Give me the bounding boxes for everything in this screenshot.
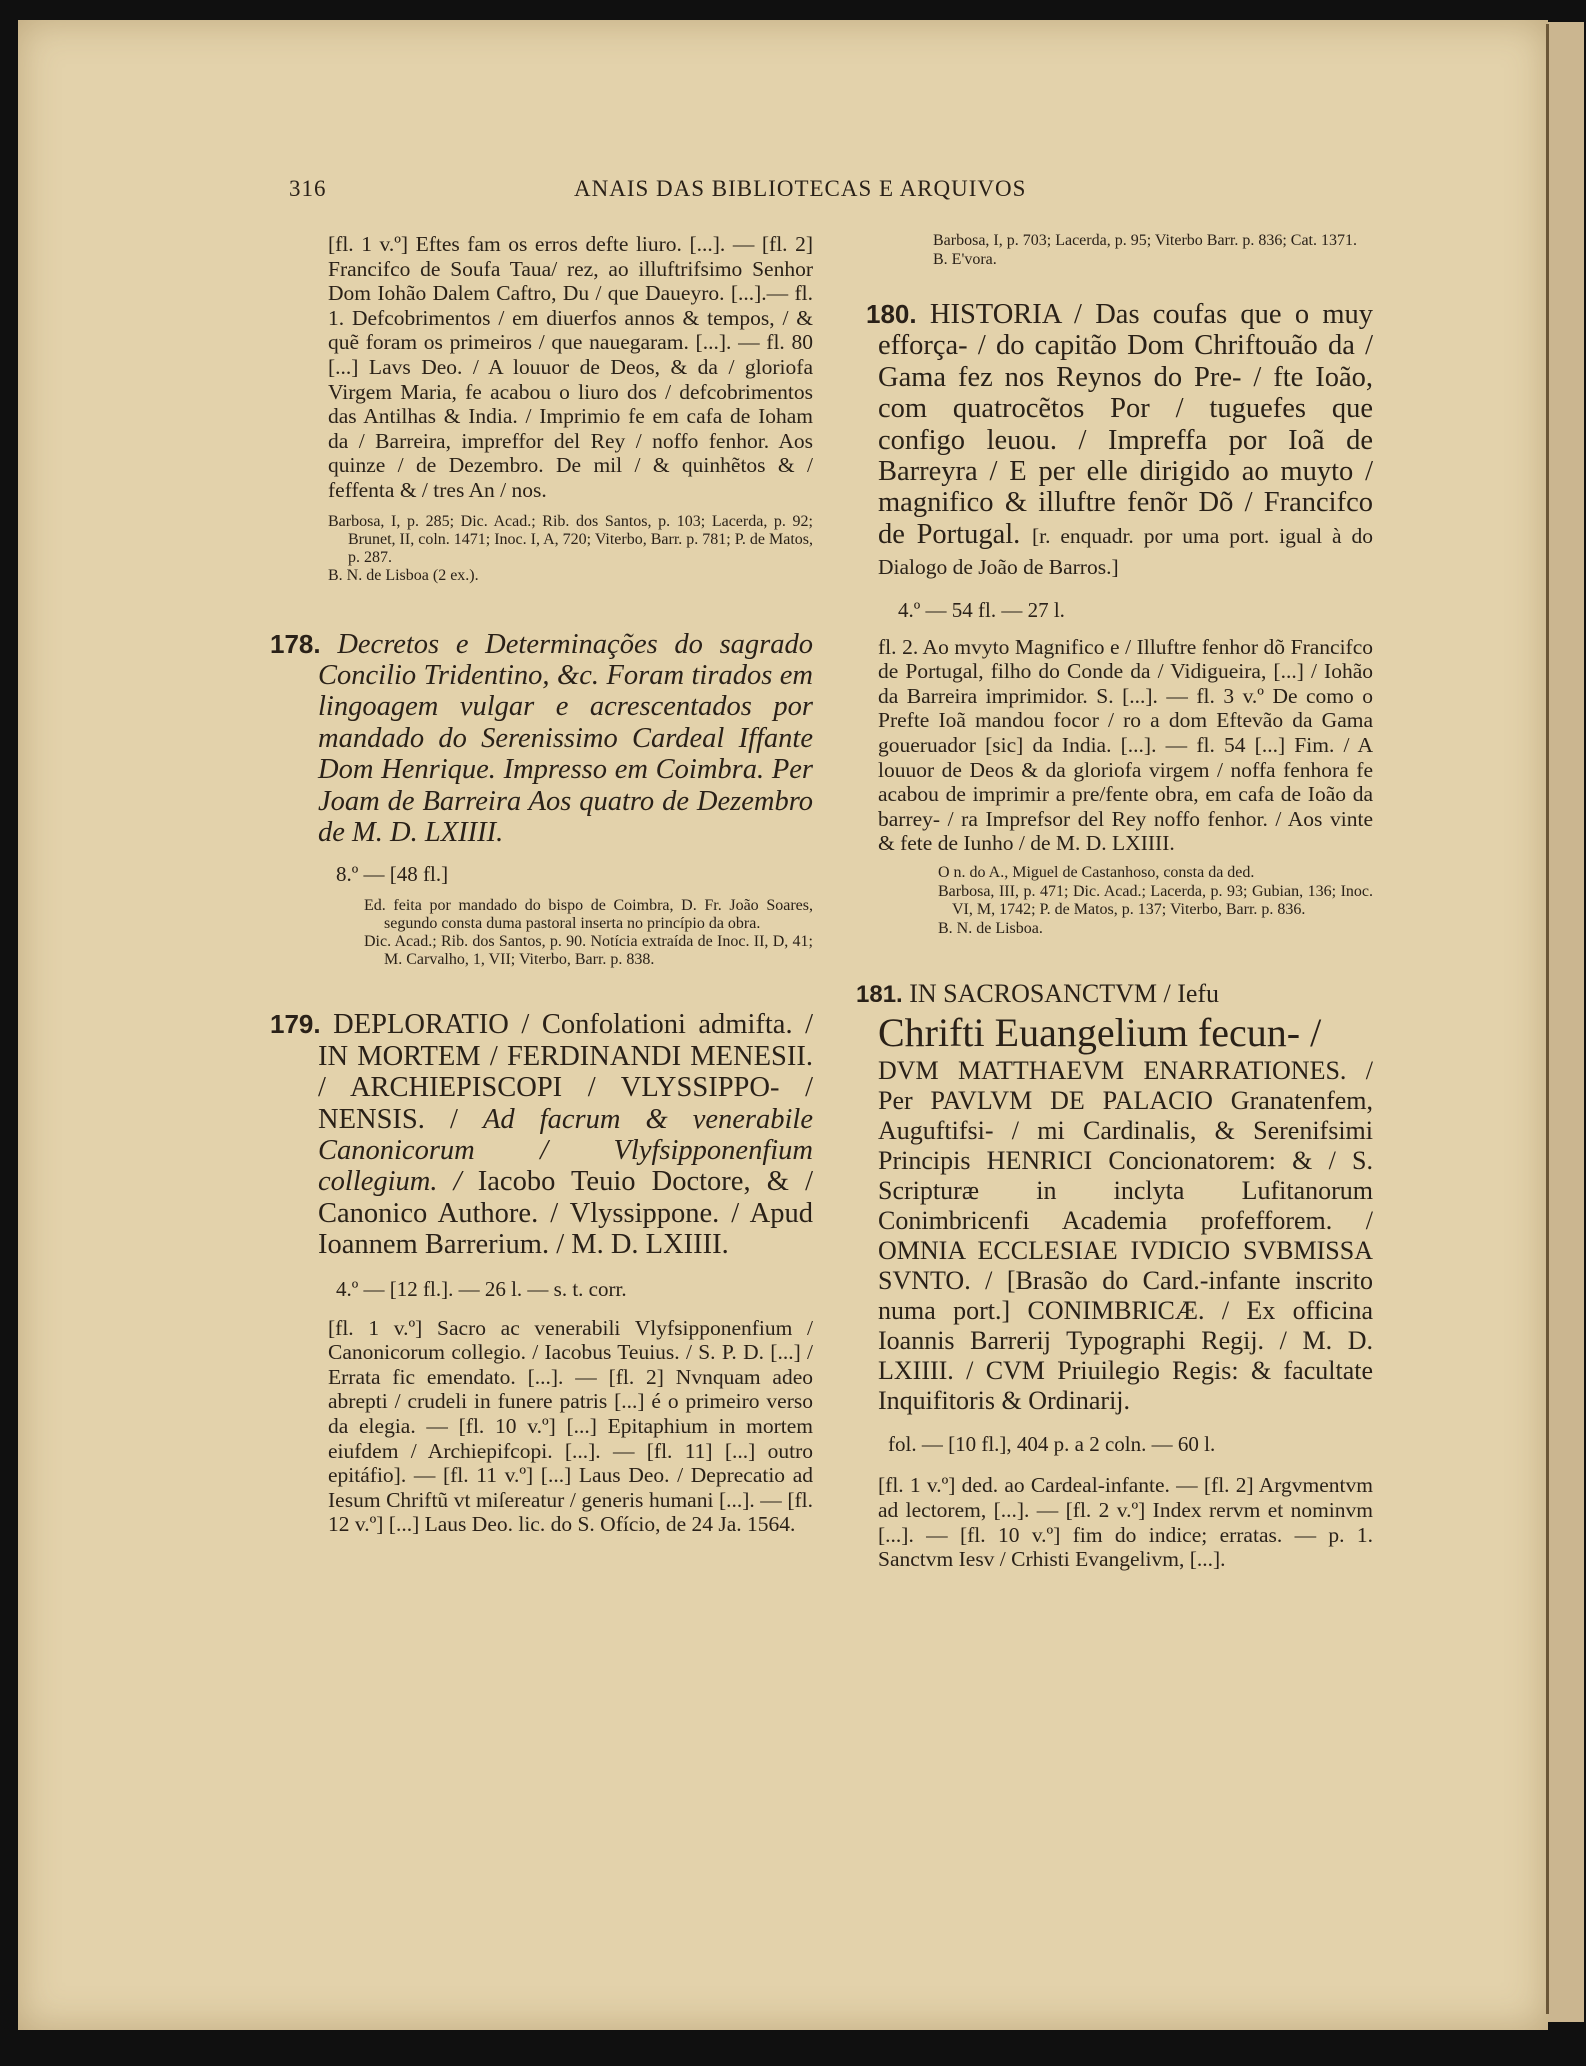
entry-179-description: [fl. 1 v.º] Sacro ac venerabili Vlyfsipponenfium / Canonicorum collegio. / Iacobus Teuius. / S. P. D. [...] / Errata fic emendato. [...]. — [fl. 2] Nvnquam adeo abrepti / crudeli in funere patris [...] é o primeiro verso da elegia. — [fl. 10 v.º] [...] Epitaphium in mortem eiufdem / Archiepifcopi. [...]. — [fl. 11] [...] outro epitáfio]. — [fl. 11 v.º] [...] Laus Deo. / Deprecatio ad Iesum Chriftũ vt miſereatur / generis humani [...]. — [fl. 12 v.º] [...] Laus Deo. lic. do S. Ofício, de 24 Ja. 1564.: [328, 1315, 813, 1537]
entry-180-references: Barbosa, III, p. 471; Dic. Acad.; Lacerda, p. 93; Gubian, 136; Inoc. VI, M, 1742; P. de Matos, p. 137; Viterbo, Barr. p. 836.: [938, 882, 1373, 918]
page-number: 316: [289, 176, 327, 201]
entry-180-title: HISTORIA / Das coufas que o muy efforça- / do capitão Dom Chriftouão da / Gama fez nos Reynos do Pre- / fte Ioão, com quatrocẽtos Por / tuguefes que configo leuou. / Impreffa por Ioã de Barreyra / E per elle dirigido ao muyto / magnifico & illuftre fenõr Dõ / Francifco de Portugal.: [878, 299, 1373, 550]
entry-180-location: B. N. de Lisboa.: [938, 919, 1043, 937]
entry-178-number: 178.: [270, 628, 321, 659]
running-header: [289, 176, 1089, 206]
entry-181-description: [fl. 1 v.º] ded. ao Cardeal-infante. — [fl. 2] Argvmentvm ad lectorem, [...]. — [fl. 2 v.º] Index rervm et nominvm [...]. — [fl. 10 v.º] fim do indice; erratas. — p. 1. Sanctvm Iesv / Crhisti Evangelivm, [...].: [878, 1473, 1373, 1572]
entry-181-line1: [856, 978, 1373, 1010]
entry-181-title: DVM MATTHAEVM ENARRATIONES. / Per PAVLVM DE PALACIO Granatenfem, Auguftifsi- / mi Cardinalis, & Serenifsimi Principis HENRICI Concionatorem: & / S. Scripturæ in inclyta Lufitanorum Conimbricenfi Academia profefforem. / OMNIA ECCLESIAE IVDICIO SVBMISSA SVNTO. / [Brasão do Card.-infante inscrito numa port.] CONIMBRICÆ. / Ex officina Ioannis Barrerij Typographi Regij. / M. D. LXIIII. / CVM Priuilegio Regis: & facultate Inquifitoris & Ordinarij.: [878, 1056, 1373, 1416]
entry-177-references: Barbosa, I, p. 285; Dic. Acad.; Rib. dos Santos, p. 103; Lacerda, p. 92; Brunet, II, coln. 1471; Inoc. I, A, 720; Viterbo, Barr. p. 781; P. de Matos, p. 287.: [328, 512, 813, 566]
entry-181-line2: Chrifti Euangelium fecun- /: [878, 1010, 1322, 1056]
page-edge: [1548, 22, 1584, 2022]
entry-180-number: 180.: [866, 299, 917, 329]
entry-178-references: Dic. Acad.; Rib. dos Santos, p. 90. Notícia extraída de Inoc. II, D, 41; M. Carvalho, 1, VII; Viterbo, Barr. p. 838.: [364, 933, 813, 969]
running-title: ANAIS DAS BIBLIOTECAS E ARQUIVOS: [574, 176, 1027, 201]
entry-177-location: B. N. de Lisboa (2 ex.).: [328, 566, 479, 584]
entry-178-title: Decretos e Determinações do sagrado Concilio Tridentino, &c. Foram tirados em lingoagem vulgar e acrescentados por mandado do Serenissimo Cardeal Iffante Dom Henrique. Impresso em Coimbra. Per Joam de Barreira Aos quatro de Dezembro de M. D. LXIIII.: [318, 628, 814, 848]
entry-179-title-b: Ad facrum & venerabile Canonicorum / Vlyfsipponenfium collegium. /: [318, 1103, 813, 1198]
entry-177-references-cont: Barbosa, I, p. 703; Lacerda, p. 95; Viterbo Barr. p. 836; Cat. 1371.: [933, 232, 1357, 249]
entry-180-frame-note: [r. enquadr. por uma port. igual à do Dialogo de João de Barros.]: [878, 523, 1373, 580]
page-edge-line: [1546, 24, 1549, 2014]
entry-179-title-a: DEPLORATIO / Confolationi admifta. / IN MORTEM / FERDINANDI MENESII. / ARCHIEPISCOPI / VLYSSIPPO- / NENSIS. /: [318, 1009, 813, 1135]
entry-180-author-note: O n. do A., Miguel de Castanhoso, consta da ded.: [938, 864, 1255, 881]
left-column: [270, 232, 814, 1537]
entry-179-number: 179.: [270, 1009, 321, 1040]
entry-181-number: 181.: [856, 981, 903, 1008]
entry-180-description: fl. 2. Ao mvyto Magnifico e / Illuftre fenhor dõ Francifco de Portugal, filho do Conde da / Vidigueira, [...] / Iohão da Barreira imprimidor. S. [...]. — fl. 3 v.º De como o Prefte Ioã mandou focor / ro a dom Eftevão da Gama goueruador [sic] da India. [...]. — fl. 54 [...] Fim. / A louuor de Deos & da gloriofa virgem / noffa fenhora fe acabou de imprimir a pre/fente obra, em cafa de Ioão da barrey- / ra Imprefsor del Rey noffo fenhor. / Aos vinte & fete de Iunho / de M. D. LXIIII.: [878, 634, 1373, 856]
entry-179-heading: [270, 1009, 814, 1261]
right-column: [856, 232, 1373, 1572]
entry-180-collation: 4.º — 54 fl. — 27 l.: [898, 597, 1065, 622]
entry-180-heading: [866, 299, 1373, 582]
entry-181-line1-text: IN SACROSANCTVM / Iefu: [909, 979, 1220, 1008]
entry-178-collation: 8.º — [48 fl.]: [336, 862, 449, 887]
entry-178-heading: [270, 628, 814, 849]
entry-179-collation: 4.º — [12 fl.]. — 26 l. — s. t. corr.: [336, 1276, 627, 1301]
entry-181-collation: fol. — [10 fl.], 404 p. a 2 coln. — 60 l.: [888, 1432, 1216, 1457]
entry-179-title-c: Iacobo Teuio Doctore, & / Canonico Authore. / Vlyssippone. / Apud Ioannem Barrerium. / M. D. LXIIII.: [318, 1166, 814, 1261]
entry-181: [856, 978, 1373, 1572]
entry-178-note-edition: Ed. feita por mandado do bispo de Coimbra, D. Fr. João Soares, segundo consta duma pastoral inserta no princípio da obra.: [364, 897, 813, 933]
entry-177-location-cont: B. E'vora.: [933, 250, 997, 268]
entry-179: [270, 1009, 814, 1537]
entry-178: [270, 628, 814, 970]
entry-177-description: [fl. 1 v.º] Eftes fam os erros defte liuro. [...]. — [fl. 2] Francifco de Soufa Taua/ rez, ao illuftrifsimo Senhor Dom Iohão Dalem Caftro, Du / que Daueyro. [...].— fl. 1. Defcobrimentos / em diuerfos annos & tempos, / & quẽ foram os primeiros / que nauegaram. [...]. — fl. 80 [...] Lavs Deo. / A louuor de Deos, & da / gloriofa Virgem Maria, fe acabou o liuro dos / defcobrimentos das Antilhas & India. / Imprimio fe em cafa de Ioham da / Barreira, impreffor del Rey / noffo fenhor. Aos quinze / de Dezembro. De mil / & quinhẽtos & / feffenta & / tres An / nos.: [328, 232, 813, 502]
entry-180: [868, 299, 1373, 938]
